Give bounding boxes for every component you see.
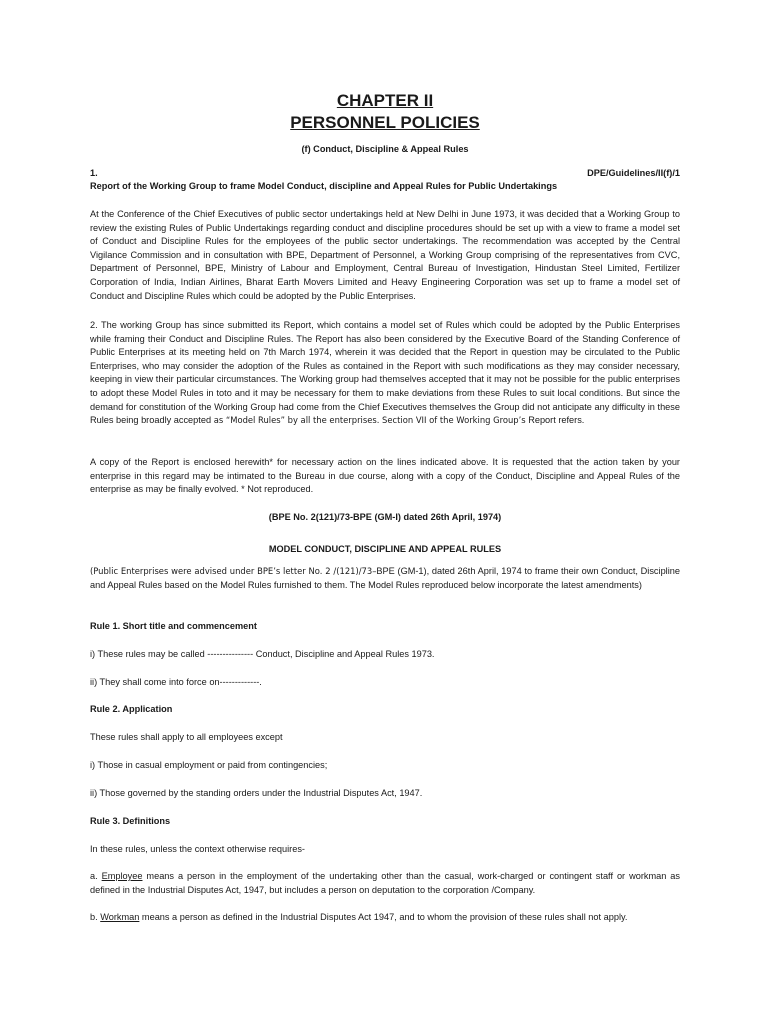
paragraph-2-text: 2. The working Group has since submitted its Report, which contains a model set of Rules which could be adopted by the Public Enterprises while framing their Conduct and Discipline Rules. The Report has also been considered by the Executive Board of the Standing Conference of Public Enterprises at its meeting held on 7th March 1974, wherein it was decided that the Report in question may be circulated to the Public Enterprises, who may consider the adoption of the Rules as contained in the Report with such modifications as they may consider necessary, keeping in view their particular circumstances. The Working group had themselves accepted that it may not be possible for the public enterprises to adopt these Model Rules in toto and it may be necessary for them to make deviations from these Rules to suit local conditions. But since the demand for constitution of the Working Group had come from the Chief Executives themselves the Group did not anticipate any difficulty in these Rules being broadly accepted — [90, 320, 680, 426]
section-title: (f) Conduct, Discipline & Appeal Rules — [301, 144, 469, 154]
rule-1-item-ii: ii) They shall come into force on-------------. — [90, 677, 262, 687]
paragraph-3: A copy of the Report is enclosed herewith* for necessary action on the lines indicated above. It is requested that the action taken by your enterprise in this regard may be intimated to the Bureau in due course, along with a copy of the Conduct, Discipline and Appeal Rules of the enterprise as may be finally evolved. * Not reproduced. — [90, 457, 680, 495]
definition-workman-prefix: b. — [90, 912, 101, 922]
definition-workman-text: means a person as defined in the Industrial Disputes Act 1947, and to whom the provision of these rules shall not apply. — [139, 912, 628, 922]
model-rules-intro — [90, 565, 680, 592]
rule-1-heading: Rule 1. Short title and commencement — [90, 621, 257, 631]
item-reference-row — [90, 167, 680, 181]
page-title: PERSONNEL POLICIES — [290, 113, 480, 132]
definition-workman-term: Workman — [100, 912, 140, 922]
model-rules-intro-text-cont: BPE (GM-1), dated 26th April, 1974 to frame their own Conduct, Discipline and Appeal Rules based on the Model Rules furnished to them. The Model Rules reproduced below incorporate the latest amendments) — [90, 566, 680, 590]
rule-2-heading: Rule 2. Application — [90, 704, 173, 714]
rule-3-heading: Rule 3. Definitions — [90, 816, 171, 826]
definition-employee-prefix: a. — [90, 871, 102, 881]
definition-employee — [90, 870, 680, 897]
rule-3-intro: In these rules, unless the context otherwise requires- — [90, 844, 305, 854]
paragraph-2 — [90, 319, 680, 428]
model-rules-intro-text: (Public Enterprises were advised under BPE’s letter No. 2 /(121)/73– — [90, 566, 377, 576]
model-rules-title: MODEL CONDUCT, DISCIPLINE AND APPEAL RULES — [268, 544, 502, 554]
chapter-heading: CHAPTER II — [336, 91, 434, 110]
paragraph-2-text-cont: as “Model Rules” by all the enterprises. Section VII of the Working Group’s — [211, 415, 526, 426]
definition-workman — [90, 911, 680, 925]
item-number: 1. — [90, 168, 98, 178]
rule-2-intro: These rules shall apply to all employees except — [90, 732, 283, 742]
paragraph-1: At the Conference of the Chief Executives of public sector undertakings held at New Delhi in June 1973, it was decided that a Working Group to review the existing Rules of Public Undertakings regarding conduct and discipline procedures should be set up with a view to frame a model set of Conduct and Discipline Rules for the employees of the public sector undertakings. The recommendation was accepted by the Central Vigilance Commission and in consultation with BPE, Department of Personnel, a Working Group comprising of the representatives from CVC, Department of Personnel, BPE, Ministry of Labour and Employment, Central Bureau of Investigation, Hindustan Steel Limited, Fertilizer Corporation of India, Indian Airlines, Bharat Earth Movers Limited and Heavy Engineering Corporation was set up to frame a model set of Conduct and Discipline Rules which could be adopted by the Public Enterprises. — [90, 209, 680, 301]
bpe-reference: (BPE No. 2(121)/73-BPE (GM-I) dated 26th April, 1974) — [268, 512, 502, 522]
guideline-reference: DPE/Guidelines/II(f)/1 — [587, 168, 680, 178]
rule-2-item-ii: ii) Those governed by the standing orders under the Industrial Disputes Act, 1947. — [90, 788, 423, 798]
rule-1-item-i: i) These rules may be called --------------- Conduct, Discipline and Appeal Rules 1973. — [90, 649, 435, 659]
definition-employee-text: means a person in the employment of the undertaking other than the casual, work-charged or contingent staff or workman as defined in the Industrial Disputes Act, 1947, but includes a person on deputation to the corporation /Company. — [90, 871, 681, 895]
report-title: Report of the Working Group to frame Model Conduct, discipline and Appeal Rules for Public Undertakings — [90, 181, 558, 191]
definition-employee-term: Employee — [101, 871, 143, 881]
paragraph-2-text-end: Report refers. — [525, 415, 585, 426]
rule-2-item-i: i) Those in casual employment or paid from contingencies; — [90, 760, 328, 770]
